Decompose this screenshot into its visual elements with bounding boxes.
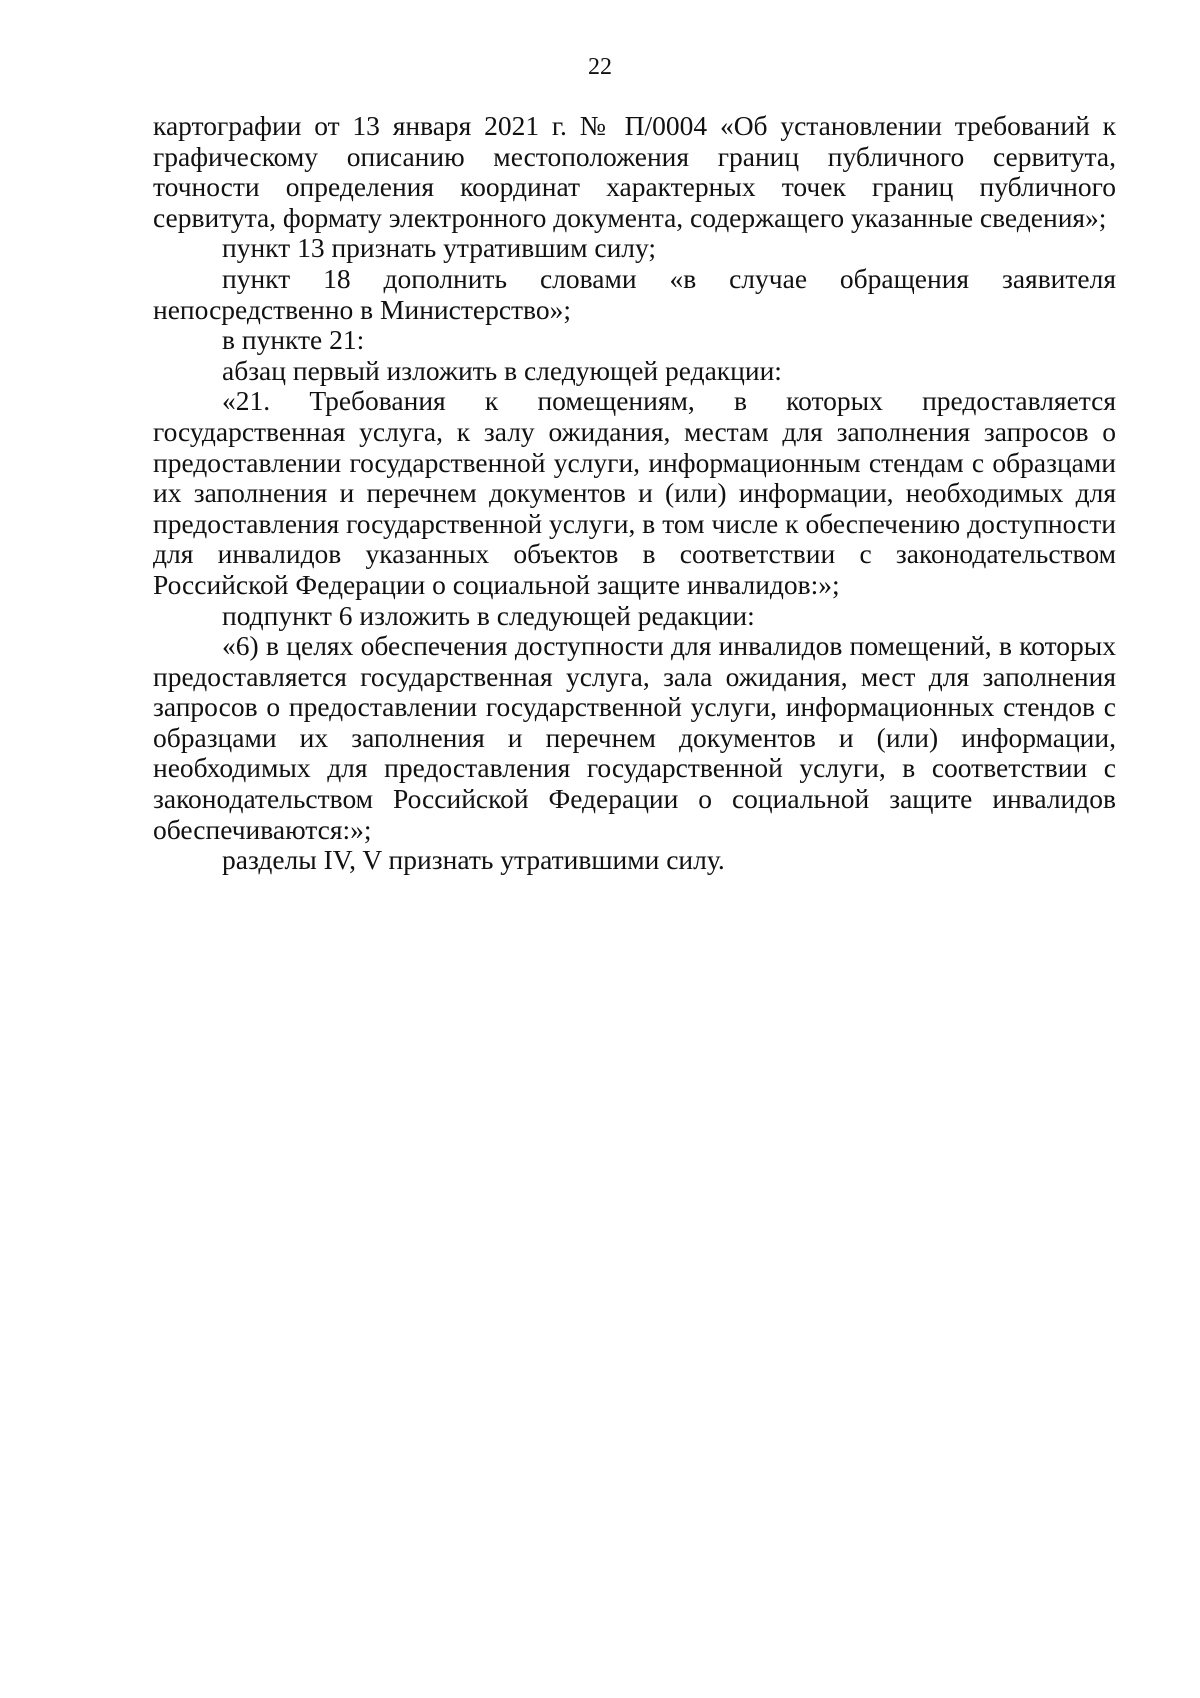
paragraph-continuation: картографии от 13 января 2021 г. № П/0004 «Об установлении требований к графическому описанию местоположения границ публичного сервитута, точности определения координат характерных точек границ публичного сервитута, формату электронного документа, содержащего указанные сведения»; (153, 110, 1116, 233)
page-number: 22 (588, 54, 612, 80)
paragraph-sections-repeal: разделы IV, V признать утратившими силу. (222, 844, 725, 876)
paragraph-item-18: пункт 18 дополнить словами «в случае обращения заявителя непосредственно в Министерство»; (153, 262, 1116, 325)
paragraph-subitem-6-text: «6) в целях обеспечения доступности для инвалидов помещений, в которых предоставляется государственная услуга, зала ожидания, мест для заполнения запросов о предоставлении государственной услуги, информационных стендов с образцами их заполнения и перечнем документов и (или) информации, необходимых для предоставления государственной услуги, в соответствии с законодательством Российской Федерации о социальной защите инвалидов обеспечиваются:»; (153, 630, 1116, 845)
paragraph-first-abzac-instruction: абзац первый изложить в следующей редакции: (222, 354, 782, 386)
paragraph-item-13: пункт 13 признать утратившим силу; (222, 232, 657, 264)
document-body (153, 111, 1116, 876)
paragraph-item-21-text: «21. Требования к помещениям, в которых предоставляется государственная услуга, к залу ожидания, местам для заполнения запросов о предоставлении государственной услуги, информационным стендам с образцами их заполнения и перечнем документов и (или) информации, необходимых для предоставления государственной услуги, в том числе к обеспечению доступности для инвалидов указанных объектов в соответствии с законодательством Российской Федерации о социальной защите инвалидов:»; (153, 385, 1116, 600)
paragraph-subitem-6-instruction: подпункт 6 изложить в следующей редакции: (222, 599, 755, 631)
paragraph-item-21-intro: в пункте 21: (222, 324, 365, 356)
